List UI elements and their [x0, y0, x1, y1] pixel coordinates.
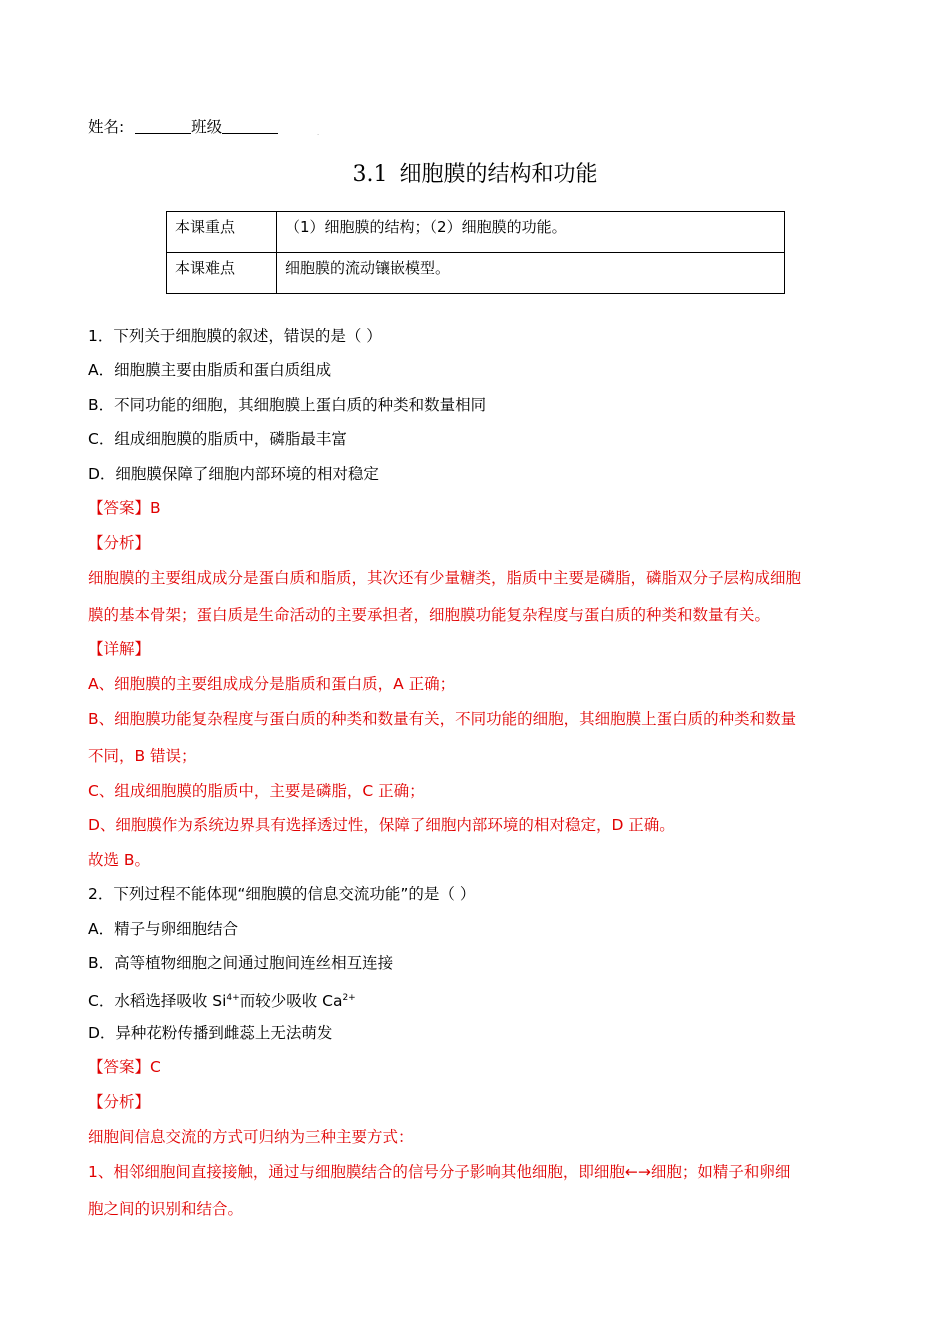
- name-blank[interactable]: [135, 118, 191, 134]
- class-label: 班级: [191, 118, 223, 136]
- q2-option-c: [88, 988, 356, 1011]
- q2-analysis-label: 【分析】: [88, 1093, 151, 1111]
- student-info-line: [88, 117, 319, 143]
- q1-detail-line: C、组成细胞膜的脂质中，主要是磷脂，C 正确；: [88, 782, 425, 800]
- q1-detail-line: A、细胞膜的主要组成成分是脂质和蛋白质，A 正确；: [88, 675, 456, 693]
- q2-option-d: D．异种花粉传播到雌蕊上无法萌发: [88, 1024, 333, 1042]
- silicon-charge: 4+: [226, 993, 240, 1003]
- q1-option-b: B．不同功能的细胞，其细胞膜上蛋白质的种类和数量相同: [88, 396, 487, 414]
- page-title: [0, 160, 950, 190]
- table-row: [167, 253, 785, 294]
- q2-analysis-line: 1、相邻细胞间直接接触，通过与细胞膜结合的信号分子影响其他细胞，即细胞←→细胞；如精子和卵细: [88, 1163, 791, 1181]
- q1-conclusion: 故选 B。: [88, 851, 151, 869]
- q1-option-d: D．细胞膜保障了细胞内部环境的相对稳定: [88, 465, 379, 483]
- q1-detail-label: 【详解】: [88, 640, 151, 658]
- q2-stem: 2．下列过程不能体现“细胞膜的信息交流功能”的是（ ）: [88, 885, 476, 903]
- q2-option-c-middle: 而较少吸收 Ca: [239, 992, 343, 1010]
- q1-stem: 1．下列关于细胞膜的叙述，错误的是（ ）: [88, 327, 382, 345]
- q1-detail-line: D、细胞膜作为系统边界具有选择透过性，保障了细胞内部环境的相对稳定，D 正确。: [88, 816, 675, 834]
- q1-analysis-line: 膜的基本骨架；蛋白质是生命活动的主要承担者，细胞膜功能复杂程度与蛋白质的种类和数量有关。: [88, 606, 771, 624]
- table-key-cell: 本课难点: [167, 253, 277, 294]
- q1-analysis-line: 细胞膜的主要组成成分是蛋白质和脂质，其次还有少量糖类，脂质中主要是磷脂，磷脂双分子层构成细胞: [88, 569, 802, 587]
- table-key-cell: 本课重点: [167, 212, 277, 253]
- q2-option-a: A．精子与卵细胞结合: [88, 920, 239, 938]
- q1-analysis-label: 【分析】: [88, 534, 151, 552]
- q2-analysis-line: 细胞间信息交流的方式可归纳为三种主要方式：: [88, 1128, 414, 1146]
- paragraph-mark: ˯: [317, 129, 320, 136]
- q1-detail-line: 不同，B 错误；: [88, 747, 197, 765]
- q1-answer: 【答案】B: [88, 499, 161, 517]
- section-number: 3.1: [352, 162, 388, 187]
- q2-option-b: B．高等植物细胞之间通过胞间连丝相互连接: [88, 954, 394, 972]
- calcium-charge: 2+: [342, 993, 356, 1003]
- q1-detail-line: B、细胞膜功能复杂程度与蛋白质的种类和数量有关，不同功能的细胞，其细胞膜上蛋白质的种类和数量: [88, 710, 797, 728]
- q2-answer: 【答案】C: [88, 1058, 161, 1076]
- q2-option-c-prefix: C．水稻选择吸收 Si: [88, 992, 227, 1010]
- q1-option-a: A．细胞膜主要由脂质和蛋白质组成: [88, 361, 332, 379]
- class-blank[interactable]: [222, 118, 278, 134]
- table-value-cell: （1）细胞膜的结构；（2）细胞膜的功能。: [277, 212, 785, 253]
- section-title: 细胞膜的结构和功能: [399, 162, 598, 187]
- name-label: 姓名:: [88, 118, 125, 136]
- table-row: [167, 212, 785, 253]
- q2-analysis-line: 胞之间的识别和结合。: [88, 1200, 244, 1218]
- q1-option-c: C．组成细胞膜的脂质中，磷脂最丰富: [88, 430, 347, 448]
- table-value-cell: 细胞膜的流动镶嵌模型。: [277, 253, 785, 294]
- key-points-table: [166, 211, 785, 294]
